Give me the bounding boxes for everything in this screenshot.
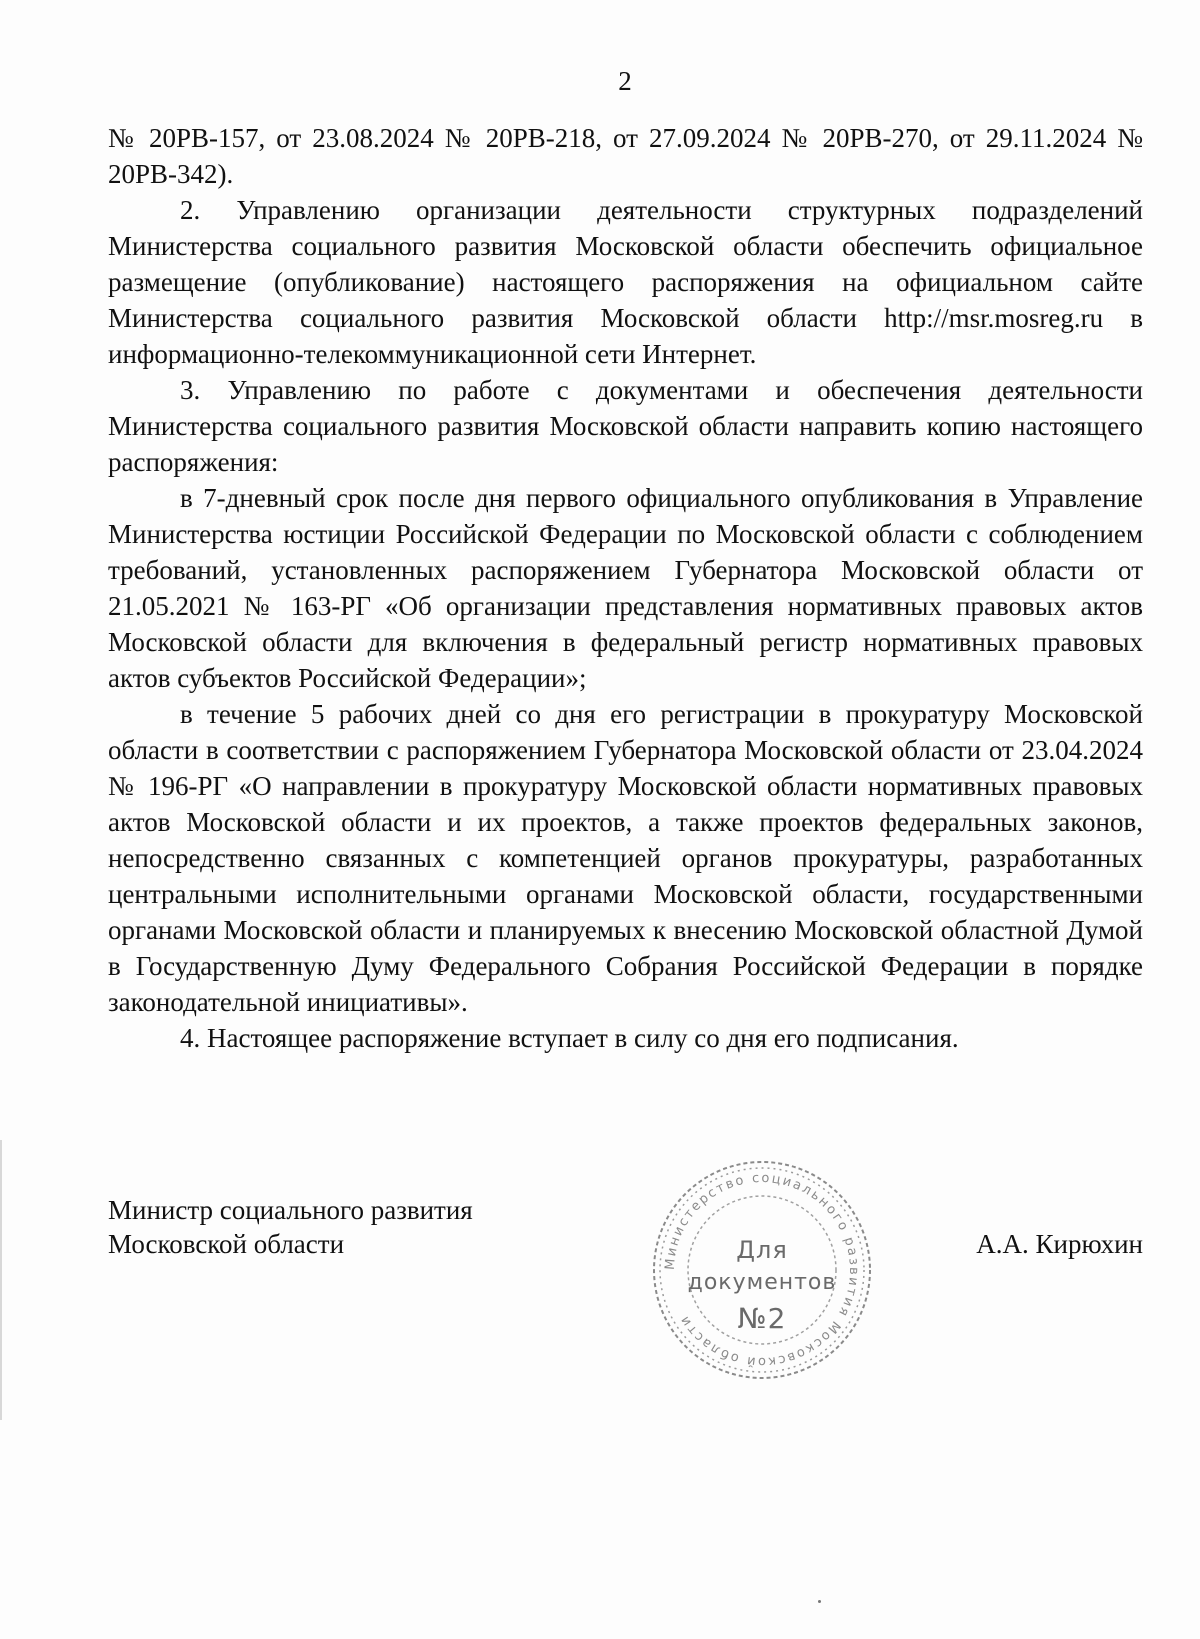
- paragraph-item-3: 3. Управлению по работе с документами и обеспечения деятельности Министерства социального развития Московской области направить копию настоящего распоряжения:: [108, 375, 1143, 477]
- stamp-line-2: документов: [687, 1270, 837, 1295]
- paragraph-item-3-subpoint-1: в 7-дневный срок после дня первого официального опубликования в Управление Министерства юстиции Российской Федерации по Московской области с соблюдением требований, установленных распоряжением Губернатора Московской области от 21.05.2021 № 163-РГ «Об организации представления нормативных правовых актов Московской области для включения в федеральный регистр нормативных правовых актов субъектов Российской Федерации»;: [108, 483, 1143, 693]
- signer-name: А.А. Кирюхин: [976, 1229, 1143, 1259]
- signer-position-line-1: Министр социального развития: [108, 1195, 473, 1225]
- paragraph-continuation: № 20РВ-157, от 23.08.2024 № 20РВ-218, от 27.09.2024 № 20РВ-270, от 29.11.2024 № 20РВ-342).: [108, 123, 1143, 189]
- paragraph-item-3-subpoint-2: в течение 5 рабочих дней со дня его регистрации в прокуратуру Московской области в соответствии с распоряжением Губернатора Московской области от 23.04.2024 № 196-РГ «О направлении в прокуратуру Московской области нормативных правовых актов Московской области и их проектов, а также проектов федеральных законов, непосредственно связанных с компетенцией органов прокуратуры, разработанных центральными исполнительными органами Московской области, государственными органами Московской области и планируемых к внесению Московской областной Думой в Государственную Думу Федерального Собрания Российской Федерации в порядке законодательной инициативы».: [108, 699, 1143, 1017]
- scan-edge-mark: [0, 1140, 2, 1420]
- stamp-line-1: Для: [736, 1236, 788, 1264]
- official-stamp: [642, 1150, 882, 1390]
- stamp-line-3: №2: [737, 1302, 787, 1335]
- paragraph-item-2: 2. Управлению организации деятельности структурных подразделений Министерства социального развития Московской области обеспечить официальное размещение (опубликование) настоящего распоряжения на официальном сайте Министерства социального развития Московской области http://msr.mosreg.ru в информационно-телекоммуникационной сети Интернет.: [108, 195, 1143, 369]
- document-body: [108, 120, 1143, 1056]
- stamp-ring-text: Министерство социального развития Московской области: [662, 1170, 862, 1370]
- scan-speck: [818, 1600, 821, 1603]
- paragraph-item-4: 4. Настоящее распоряжение вступает в силу со дня его подписания.: [180, 1023, 959, 1053]
- page-number: 2: [618, 66, 632, 96]
- signer-position-line-2: Московской области: [108, 1229, 345, 1259]
- signer-position: [108, 1193, 558, 1261]
